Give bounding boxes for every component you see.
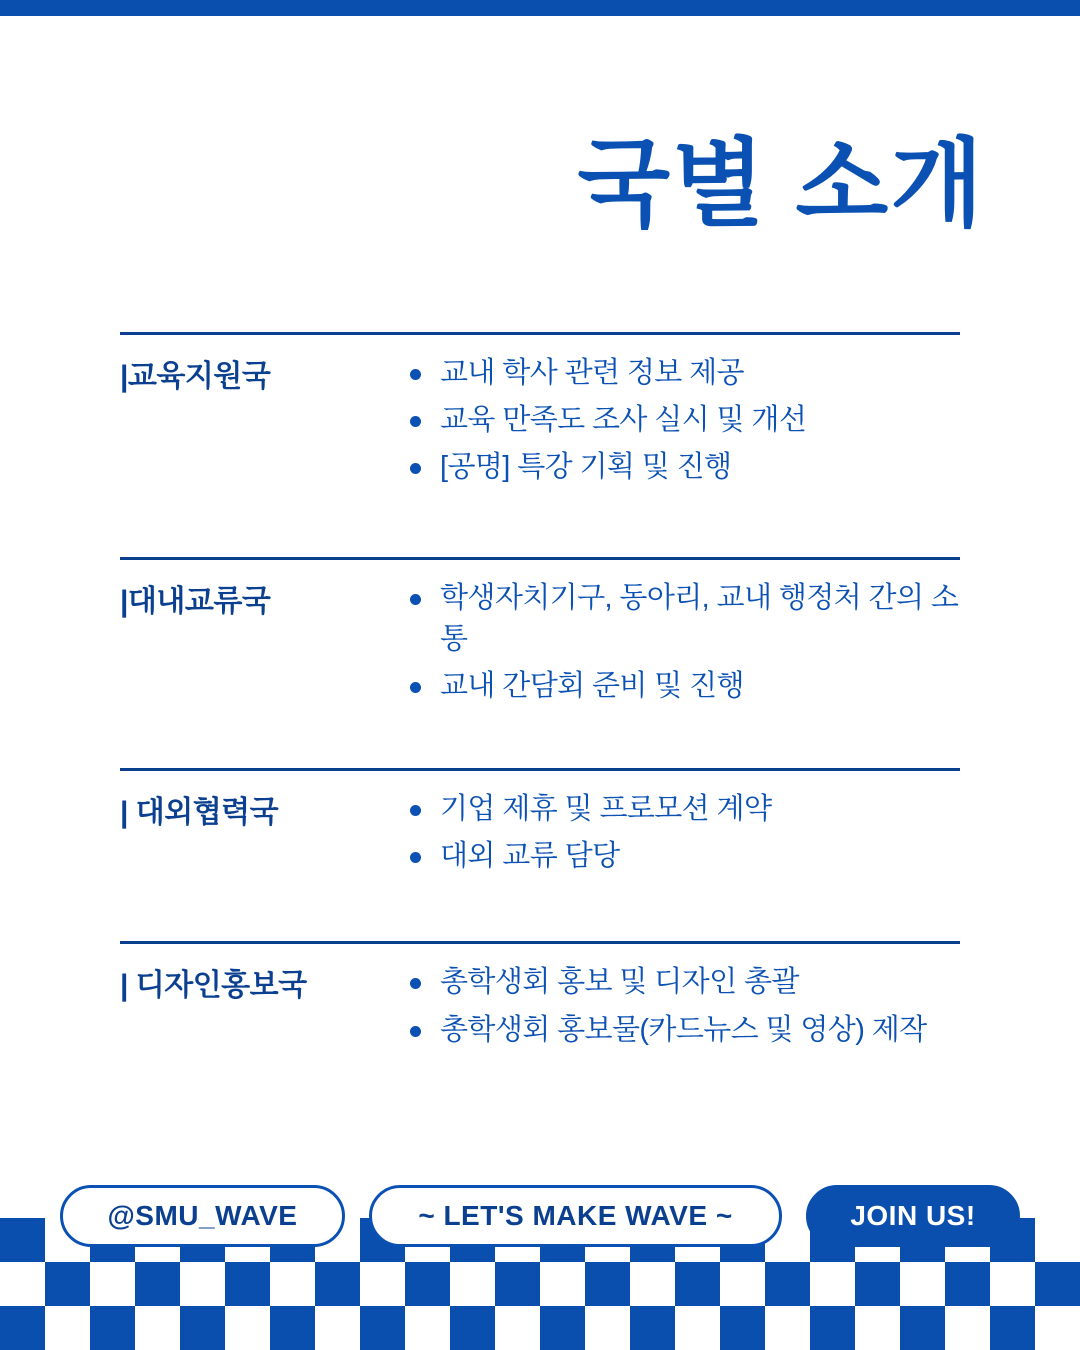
checkerboard-cell [990, 1306, 1035, 1350]
bullet-item: [공명] 특강 기획 및 진행 [406, 447, 960, 488]
checkerboard-cell [495, 1262, 540, 1306]
checkerboard-cell [450, 1306, 495, 1350]
checkerboard-cell [630, 1262, 675, 1306]
page-title-container [0, 131, 1080, 238]
section-list [120, 332, 960, 1057]
section-heading: |대내교류국 [120, 584, 271, 618]
checkerboard-cell [0, 1306, 45, 1350]
checkerboard-cell [990, 1262, 1035, 1306]
section-spacer [120, 883, 960, 941]
page-title: 국별 소개 [577, 131, 985, 238]
section-external-cooperation [120, 768, 960, 883]
bullet-item: 학생자치기구, 동아리, 교내 행정처 간의 소통 [406, 578, 960, 660]
bullet-item: 교내 학사 관련 정보 제공 [406, 353, 960, 394]
section-heading: | 대외협력국 [120, 796, 279, 830]
checkerboard-cell [855, 1262, 900, 1306]
checkerboard-cell [900, 1306, 945, 1350]
checkerboard-cell [360, 1306, 405, 1350]
checkerboard-cell [720, 1262, 765, 1306]
checkerboard-cell [270, 1262, 315, 1306]
checkerboard-cell [495, 1306, 540, 1350]
checkerboard-cell [900, 1262, 945, 1306]
bullet-item: 교육 만족도 조사 실시 및 개선 [406, 400, 960, 441]
section-design-promotion [120, 941, 960, 1056]
checkerboard-cell [1035, 1306, 1080, 1350]
checkerboard-cell [810, 1306, 855, 1350]
top-accent-bar [0, 0, 1080, 16]
checkerboard-cell [405, 1262, 450, 1306]
checkerboard-cell [585, 1262, 630, 1306]
checkerboard-cell [945, 1262, 990, 1306]
checkerboard-cell [45, 1306, 90, 1350]
checkerboard-cell [450, 1262, 495, 1306]
section-bullet-list [406, 962, 960, 1056]
checkerboard-cell [630, 1306, 675, 1350]
bullet-item: 교내 간담회 준비 및 진행 [406, 666, 960, 707]
checkerboard-cell [315, 1306, 360, 1350]
checkerboard-cell [1035, 1218, 1080, 1262]
checkerboard-cell [540, 1306, 585, 1350]
checkerboard-cell [1035, 1262, 1080, 1306]
checkerboard-cell [180, 1262, 225, 1306]
bullet-item: 총학생회 홍보 및 디자인 총괄 [406, 962, 960, 1003]
checkerboard-cell [720, 1306, 765, 1350]
bullet-item: 대외 교류 담당 [406, 836, 960, 877]
checkerboard-row [0, 1262, 1080, 1306]
checkerboard-cell [540, 1262, 585, 1306]
instagram-handle-pill[interactable]: @SMU_WAVE [60, 1185, 345, 1247]
checkerboard-cell [855, 1306, 900, 1350]
section-internal-exchange [120, 557, 960, 714]
slogan-pill: ~ LET'S MAKE WAVE ~ [369, 1185, 782, 1247]
checkerboard-cell [945, 1306, 990, 1350]
bullet-item: 총학생회 홍보물(카드뉴스 및 영상) 제작 [406, 1010, 960, 1051]
checkerboard-cell [225, 1262, 270, 1306]
checkerboard-cell [90, 1306, 135, 1350]
footer-pill-row [60, 1185, 1020, 1247]
checkerboard-cell [315, 1262, 360, 1306]
section-spacer [120, 713, 960, 768]
section-spacer [120, 495, 960, 557]
section-bullet-list [406, 353, 960, 495]
checkerboard-cell [45, 1262, 90, 1306]
checkerboard-cell [225, 1306, 270, 1350]
checkerboard-cell [180, 1306, 225, 1350]
checkerboard-cell [135, 1262, 180, 1306]
checkerboard-cell [585, 1306, 630, 1350]
checkerboard-cell [405, 1306, 450, 1350]
checkerboard-cell [810, 1262, 855, 1306]
checkerboard-cell [135, 1306, 180, 1350]
checkerboard-cell [675, 1262, 720, 1306]
checkerboard-cell [0, 1218, 45, 1262]
section-bullet-list [406, 789, 960, 883]
section-bullet-list [406, 578, 960, 714]
checkerboard-cell [0, 1262, 45, 1306]
checkerboard-cell [90, 1262, 135, 1306]
bullet-item: 기업 제휴 및 프로모션 계약 [406, 789, 960, 830]
section-education-support [120, 332, 960, 495]
section-heading: |교육지원국 [120, 360, 271, 393]
checkerboard-cell [765, 1262, 810, 1306]
checkerboard-cell [360, 1262, 405, 1306]
checkerboard-cell [675, 1306, 720, 1350]
checkerboard-row [0, 1306, 1080, 1350]
checkerboard-cell [270, 1306, 315, 1350]
checkerboard-cell [765, 1306, 810, 1350]
section-heading: | 디자인홍보국 [120, 969, 307, 1003]
join-us-button[interactable]: JOIN US! [806, 1185, 1020, 1247]
